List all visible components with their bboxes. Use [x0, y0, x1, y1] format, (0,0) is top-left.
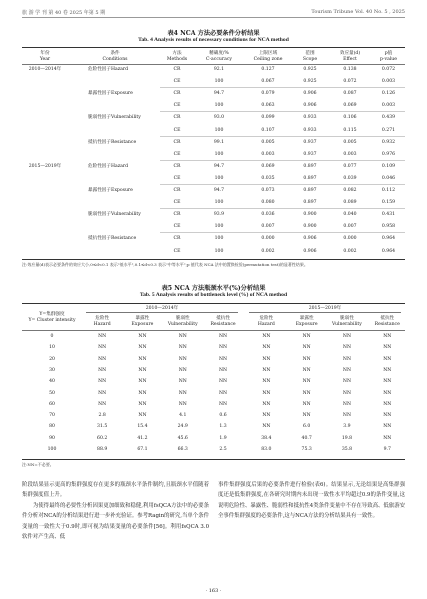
table4-col-header-cn: 精确度/%	[209, 51, 229, 56]
table4-cell: 0.003	[261, 151, 275, 157]
table5-cell: NN	[138, 367, 147, 373]
table5-period-1-rule	[86, 312, 238, 313]
table4-col-header-en: Methods	[166, 57, 188, 62]
table4-note: 注:效应量(d)表示必要条件的效应大小,0≤d<0.1 表示"低水平",0.1≤d<0.3 表示"中等水平";p 值代表 NCA 法中的置换检验(permutation test)的显著性结果。	[22, 262, 308, 267]
table5-col-header-cn: 暴露性	[135, 316, 150, 321]
table5-cell: NN	[383, 413, 392, 419]
table4-cell: 0.271	[381, 127, 396, 133]
table5-col-header-en: Exposure	[295, 322, 318, 327]
table4-cell: CR	[173, 91, 181, 97]
table5-cell: NN	[342, 334, 351, 339]
table4-cell: 抵抗性因子Resistance	[88, 139, 137, 145]
table5-col-header-cn: 抵抗性	[380, 316, 395, 321]
table4-cell: 0.036	[261, 212, 275, 218]
table4-col-header-en: Scope	[302, 57, 318, 62]
table5-cell: NN	[262, 424, 271, 430]
table5-col-header-cn: 脆弱性	[340, 316, 354, 321]
table5-cell: NN	[342, 390, 351, 396]
table5-caption-cn: 表5 NCA 方法瓶颈水平(%)分析结果	[161, 285, 266, 292]
table4-cell: 0.087	[343, 91, 357, 97]
table4-cell: CR	[173, 236, 181, 242]
table5-cell: NN	[383, 424, 392, 430]
table4-col-header-en: C-accuracy	[205, 57, 232, 62]
table4-cell: 100	[214, 224, 224, 230]
table5-row-label: 20	[49, 356, 55, 362]
table5-cell: NN	[302, 390, 311, 396]
table5-cell: NN	[262, 379, 271, 385]
table4-cell: 0.089	[343, 200, 357, 206]
table5-cell: NN	[178, 356, 187, 362]
table5-cell: NN	[383, 334, 392, 339]
table5-cell: NN	[302, 356, 311, 362]
table5-cell: NN	[178, 367, 187, 373]
table5-cell: NN	[383, 379, 392, 385]
table5-cell: NN	[383, 435, 392, 441]
table4-cell: 0.964	[381, 248, 396, 254]
table5-row-label: 70	[49, 413, 55, 419]
table4-cell: CR	[173, 67, 181, 72]
table5-cell: NN	[383, 390, 392, 396]
table4-cell: 93.0	[213, 115, 225, 121]
table5-col-header-en: Vulnerability	[332, 322, 362, 327]
table5-cell: NN	[219, 379, 228, 385]
table4-cell: 0.079	[261, 91, 275, 97]
table4-cell: 0.897	[303, 175, 317, 181]
page-number: · 163 ·	[205, 588, 222, 594]
table5-cell: 0.6	[219, 413, 227, 419]
table5-row-label: 30	[49, 367, 55, 373]
table4-cell: 0.906	[303, 91, 317, 97]
table4-cell: 0.431	[381, 212, 396, 218]
table5-row-label: 90	[49, 435, 55, 441]
table5-cell: NN	[262, 367, 271, 373]
table5-cell: NN	[262, 401, 271, 407]
body-text-left-column: 阶段结果显示更高的集群强度存在更多的瓶颈水平条件制约,且瓶颈水平值随着集群强度值上升。 为使得最终的必要性分析因果更加细致和稳健,利用fsQCA方法中的必要条件分析对NCA的分析结果进行进一步补充验证。参考Ragin的研究,当单个条件变量的一致性大于0.9时,即可视为结果变量的必要条件[56]。利用fsQCA 3.0软件对产生高、低	[22, 482, 209, 541]
table4-cell: 0.964	[381, 236, 396, 242]
table4-cell: 0.046	[381, 175, 396, 181]
table5-cell: 3.9	[343, 424, 351, 430]
table4-cell: 0.077	[343, 163, 357, 169]
table5-caption-en: Tab. 5 Analysis results of bottleneck level (%) of NCA method	[139, 292, 288, 298]
table4-col-header-cn: 效应量(d)	[339, 51, 361, 56]
table4-cell: 0.115	[343, 127, 357, 133]
table4-cell: 0.937	[303, 151, 317, 157]
table5-bottom-rule	[22, 459, 405, 460]
table5-col-header-en: Hazard	[93, 322, 111, 327]
table5-cell: NN	[302, 413, 311, 419]
table5-cell: 83.0	[261, 447, 272, 452]
table4-cell: 危险性因子Hazard	[88, 67, 129, 72]
table5-cell: 9.7	[383, 447, 391, 452]
table4-cell: 0.063	[261, 103, 275, 109]
table5-cell: NN	[383, 345, 392, 351]
table5-cell: 6.0	[302, 424, 311, 430]
table5-period-2: 2015—2019年	[308, 306, 342, 311]
table4-cell: CR	[173, 139, 181, 145]
table4-cell: 危险性因子Hazard	[88, 163, 129, 169]
table4-cell: 0.005	[261, 139, 275, 145]
table5-corner-cn: Y=集群强度	[39, 312, 65, 317]
table5-cell: 41.2	[137, 435, 148, 441]
table5-cell: NN	[383, 401, 392, 407]
table5-cell: NN	[302, 334, 311, 339]
table5-cell: NN	[342, 356, 351, 362]
table4-cell: 0.082	[343, 188, 357, 193]
table4-cell: 0.040	[343, 212, 357, 218]
table4-cell: 0.925	[303, 67, 317, 72]
table4-cell: 0.069	[261, 163, 275, 169]
table5-cell: 45.6	[177, 435, 188, 441]
table5-cell: NN	[98, 345, 107, 351]
table4-cell: CE	[173, 248, 181, 254]
table4-cell: 0.933	[303, 127, 317, 133]
table4-cell: 0.003	[381, 103, 396, 109]
table5-col-header-en: Hazard	[257, 322, 275, 327]
table5-col-header-cn: 危险性	[95, 316, 110, 321]
table5-cell: NN	[219, 345, 228, 351]
table5-cell: 60.2	[97, 435, 108, 441]
table4-col-header-en: Ceiling zone	[253, 57, 283, 62]
table5-cell: NN	[219, 401, 228, 407]
table4-cell: 0.897	[303, 188, 317, 193]
table4-cell: 0.958	[381, 224, 396, 230]
table4-cell: 暴露性因子Exposure	[88, 188, 133, 193]
table4-cell: CE	[173, 224, 181, 230]
table5-cell: 19.8	[341, 435, 353, 441]
table4-cell: 0.080	[261, 200, 275, 206]
table4-cell: 100	[214, 151, 224, 157]
table5-cell: NN	[138, 390, 147, 396]
table5-top-rule	[22, 303, 405, 304]
table5-cell: NN	[138, 413, 147, 419]
table5-header-rule	[22, 330, 405, 331]
table5-cell: NN	[98, 390, 107, 396]
table5-cell: 67.1	[137, 447, 148, 452]
table4-cell: 94.7	[213, 188, 225, 193]
table5-cell: NN	[342, 401, 351, 407]
table4-cell: 2015—2019年	[28, 163, 62, 169]
table4-cell: 0.932	[381, 139, 396, 145]
table4-cell: 0.003	[343, 151, 357, 157]
table4-cell: 0.127	[261, 67, 275, 72]
table4-cell: 0.900	[303, 224, 317, 230]
table4-cell: 0.000	[343, 236, 357, 242]
table5-cell: NN	[98, 334, 107, 339]
table5-cell: NN	[302, 401, 311, 407]
table4-cell: 0.002	[343, 248, 357, 254]
table5-cell: NN	[302, 367, 311, 373]
table4-cell: 0.007	[343, 224, 357, 230]
table5-cell: NN	[262, 356, 271, 362]
table5-period-1: 2010—2014年	[145, 306, 179, 311]
table5-cell: NN	[219, 356, 228, 362]
table4-cell: CR	[173, 163, 181, 169]
table4-cell: 92.1	[213, 67, 225, 72]
table4-cell: 0.439	[381, 115, 396, 121]
table4-cell: 0.035	[261, 175, 275, 181]
table4-cell: 94.7	[213, 91, 225, 97]
table5-cell: 4.1	[179, 413, 187, 419]
table4-cell: 0.126	[381, 91, 396, 97]
table4-caption-cn: 表4 NCA 方法必要条件分析结果	[167, 30, 260, 37]
table5-row-label: 60	[49, 401, 55, 407]
body-text-right-column: 事件集群强度后果的必要条件进行检验(表6)。结果显示,无论结果是高集群强度还是低集群强度,在各研究时期内未出现一致性水平均超过0.9的条件变量,这说明危险性、暴露性、脆弱性和抵抗性4类条件变量中不存在导致高、低旅游安全事件集群强度的必要条件,这与NCA方法的分析结果具有一致性。	[218, 482, 405, 520]
table5-row-label: 40	[49, 379, 55, 385]
table4-col-header-cn: 年份	[40, 51, 50, 56]
table5-cell: NN	[178, 379, 187, 385]
table4-cell: 0.976	[381, 151, 396, 157]
table5-cell: 31.5	[97, 424, 108, 430]
running-header-left: 旅 游 学 刊 第 40 卷 2025 年第 5 期	[22, 10, 106, 16]
table4-col-header-en: Conditions	[102, 57, 128, 62]
table5-col-header-cn: 危险性	[259, 316, 274, 321]
table5-cell: NN	[138, 379, 147, 385]
table4-cell: 0.159	[381, 200, 396, 206]
table4-cell: 抵抗性因子Resistance	[88, 236, 137, 242]
table5-col-header-cn: 脆弱性	[175, 316, 190, 321]
table4-cell: CE	[173, 79, 181, 85]
table5-row-label: 100	[47, 447, 57, 452]
table5-cell: NN	[342, 379, 351, 385]
table4-cell: 0.933	[303, 115, 317, 121]
table4-cell: 0.099	[261, 115, 275, 121]
table5-row-label: 80	[49, 424, 55, 430]
table5-note: 注:NN=不必要。	[22, 462, 54, 467]
table4-col-header-cn: 上限区域	[258, 51, 278, 56]
table5-row-label: 10	[49, 345, 55, 351]
table5-cell: 15.4	[137, 424, 148, 430]
table4-cell: 93.9	[213, 212, 225, 218]
table5-cell: NN	[262, 345, 271, 351]
table5-cell: NN	[262, 334, 271, 339]
table5-cell: 24.9	[177, 424, 188, 430]
table4-cell: 100	[214, 236, 224, 242]
table5-row-label: 0	[50, 334, 54, 339]
table5-cell: NN	[98, 367, 107, 373]
table5-col-header-en: Resistance	[374, 322, 400, 327]
table4-cell: 0.067	[261, 79, 275, 85]
table4-cell: CR	[173, 115, 181, 121]
table4-cell: 2010—2014年	[28, 67, 62, 72]
table4-cell: 0.007	[261, 224, 275, 230]
table4-col-header-cn: 条件	[110, 51, 120, 56]
table5-cell: NN	[383, 356, 392, 362]
table5-cell: NN	[219, 390, 228, 396]
table4-cell: 100	[214, 175, 224, 181]
table4-cell: 0.005	[343, 139, 357, 145]
table4-cell: 0.138	[343, 67, 357, 72]
table4-cell: 0.906	[303, 236, 317, 242]
table4-cell: 0.112	[381, 188, 396, 193]
table4-cell: CR	[173, 188, 181, 193]
table4-cell: 99.1	[213, 139, 225, 145]
table5-cell: NN	[219, 367, 228, 373]
table4-col-header-cn: p值	[384, 51, 393, 56]
table4-cell: 0.106	[343, 115, 357, 121]
table5-cell: NN	[178, 345, 187, 351]
table5-cell: 2.5	[219, 447, 227, 452]
table5-cell: NN	[138, 401, 147, 407]
table4-col-header-en: p-value	[380, 57, 397, 62]
table5-cell: NN	[98, 401, 107, 407]
table4-cell: 0.925	[303, 79, 317, 85]
table4-cell: 0.003	[381, 79, 396, 85]
table5-cell: NN	[342, 345, 351, 351]
table4-col-header-cn: 范围	[305, 51, 315, 56]
table5-corner-en: Y= Cluster intensity	[28, 318, 76, 323]
table5-cell: NN	[219, 334, 228, 339]
table4-cell: 0.039	[343, 175, 357, 181]
table4-cell: CE	[173, 127, 181, 133]
table5-period-2-rule	[249, 312, 401, 313]
table4-col-header-en: Effect	[343, 57, 357, 62]
table4-cell: 0.002	[261, 248, 275, 254]
table5-cell: 2.8	[98, 413, 106, 419]
table5-col-header-cn: 暴露性	[299, 316, 314, 321]
table5-cell: NN	[262, 390, 271, 396]
table4-cell: 0.107	[261, 127, 275, 133]
table5-cell: NN	[98, 356, 107, 362]
table4-cell: CR	[173, 212, 181, 218]
table5-cell: NN	[178, 401, 187, 407]
table4-cell: 100	[214, 103, 224, 109]
table5-col-header-en: Resistance	[210, 322, 236, 327]
table5-cell: NN	[302, 345, 311, 351]
table4-cell: CE	[173, 175, 181, 181]
table5-cell: NN	[342, 367, 351, 373]
table4-cell: 0.000	[261, 236, 275, 242]
table5-cell: NN	[178, 390, 187, 396]
table4-cell: 暴露性因子Exposure	[88, 91, 133, 97]
table4-cell: 0.109	[381, 163, 396, 169]
table5-cell: 75.3	[301, 447, 312, 452]
table5-col-header-en: Vulnerability	[167, 322, 198, 327]
table4-cell: 0.906	[303, 103, 317, 109]
table4-cell: CE	[173, 151, 181, 157]
table4-caption-en: Tab. 4 Analysis results of necessary conditions for NCA method	[138, 37, 289, 43]
table5-cell: 88.9	[97, 447, 108, 452]
table5-cell: 1.9	[219, 435, 227, 441]
table4-cell: 100	[214, 248, 224, 254]
table4-cell: 0.897	[303, 200, 317, 206]
table4-cell: CE	[173, 103, 181, 109]
table4-col-header-cn: 方法	[172, 51, 182, 56]
table4-cell: 0.900	[303, 212, 317, 218]
table5-cell: NN	[178, 334, 187, 339]
table5-col-header-cn: 抵抗性	[216, 316, 230, 321]
table5-cell: 1.3	[219, 424, 227, 430]
table5-cell: NN	[302, 379, 311, 385]
table4-cell: 100	[214, 79, 224, 85]
table4-cell: 0.072	[381, 67, 396, 72]
table5-col-header-en: Exposure	[131, 322, 154, 327]
table5-row-label: 50	[49, 390, 55, 396]
table4-cell: 100	[214, 200, 224, 206]
table4-cell: 94.7	[213, 163, 225, 169]
table4-cell: CE	[173, 200, 181, 206]
table5-cell: 35.8	[341, 447, 353, 452]
table5-cell: 66.3	[177, 447, 188, 452]
table4-cell: 0.897	[303, 163, 317, 169]
table4-cell: 100	[214, 127, 224, 133]
running-header-right: Tourism Tribune Vol. 40 No. 5 , 2025	[311, 9, 405, 15]
table4-cell: 脆弱性因子Vulnerability	[88, 212, 141, 218]
table4-cell: 0.072	[343, 79, 357, 85]
table4-cell: 0.073	[261, 188, 275, 193]
table5-cell: NN	[138, 345, 147, 351]
table5-cell: NN	[342, 413, 351, 419]
table5-cell: 38.4	[261, 435, 272, 441]
table4-cell: 脆弱性因子Vulnerability	[88, 115, 141, 121]
table5-cell: NN	[138, 356, 147, 362]
table5-cell: 40.7	[301, 435, 312, 441]
table4-cell: 0.937	[303, 139, 317, 145]
table5-cell: NN	[383, 367, 392, 373]
table5-cell: NN	[138, 334, 147, 339]
table5-cell: NN	[98, 379, 107, 385]
table4-col-header-en: Year	[39, 57, 51, 62]
table4-cell: 0.069	[343, 103, 357, 109]
table5-cell: NN	[262, 413, 271, 419]
table4-cell: 0.906	[303, 248, 317, 254]
